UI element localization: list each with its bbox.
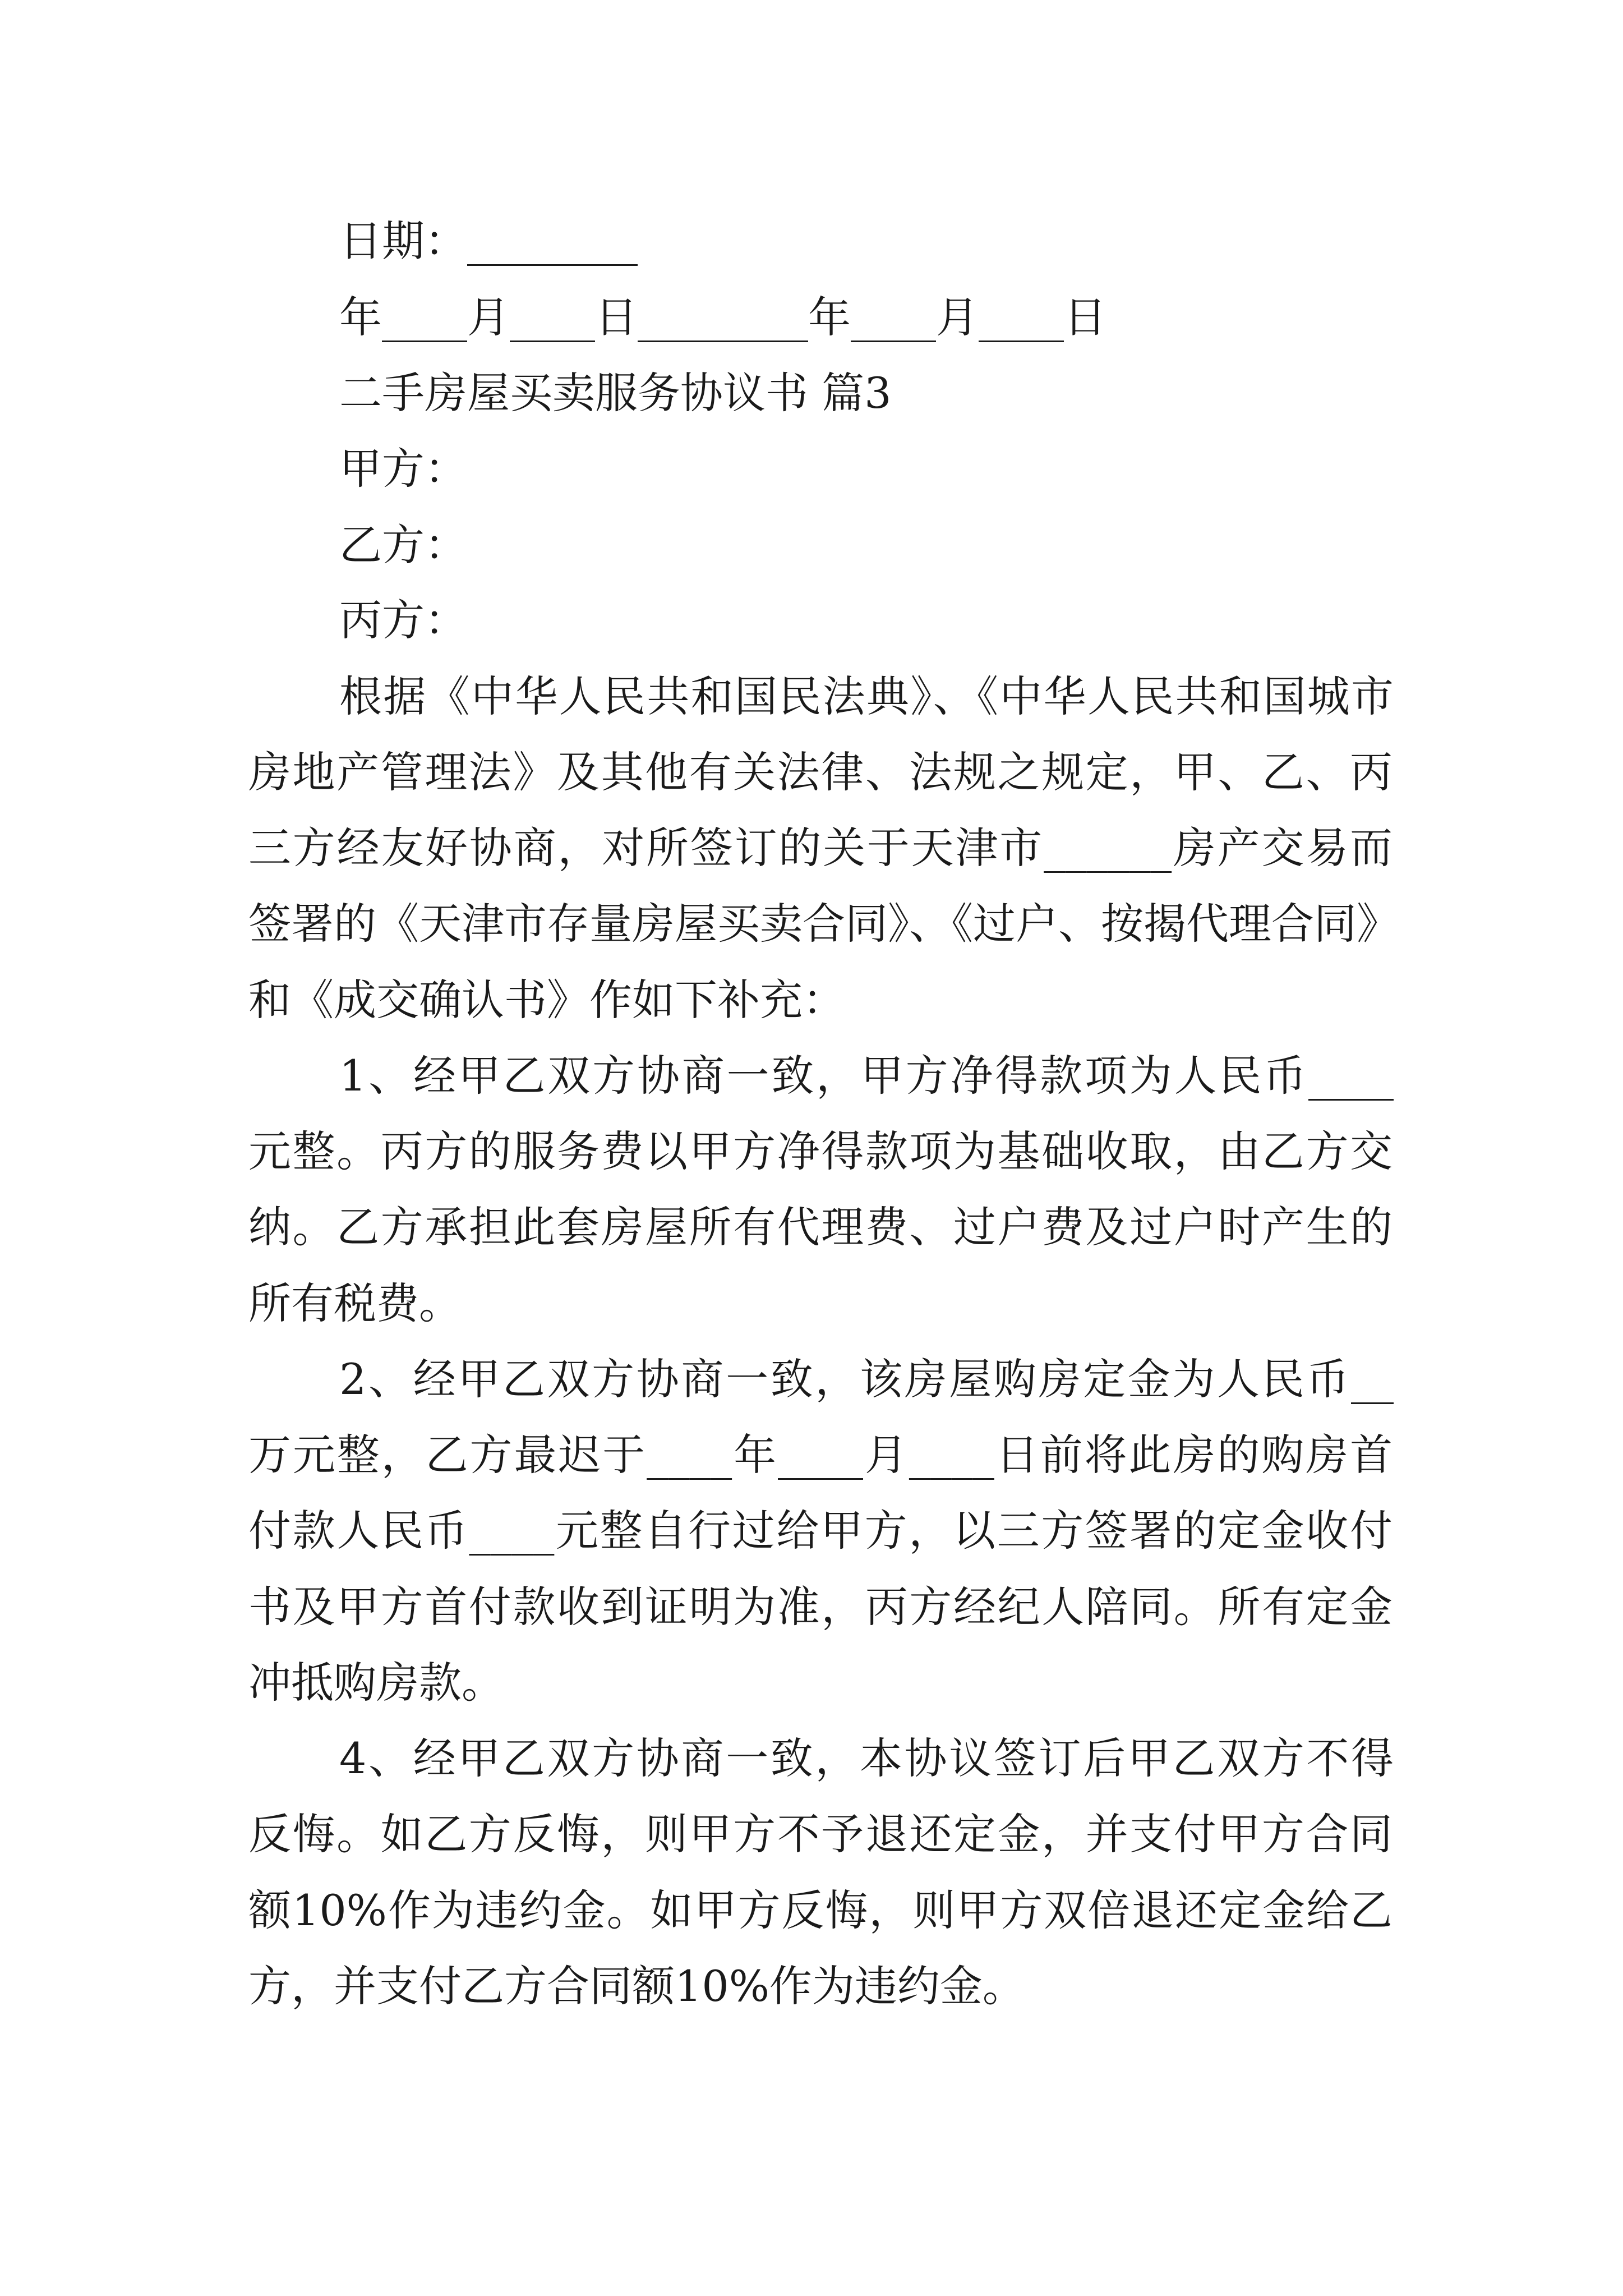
- clause-4-line-2: 反悔。如乙方反悔，则甲方不予退还定金，并支付甲方合同: [248, 1809, 1393, 1859]
- section-title: 二手房屋买卖服务协议书 篇3: [339, 368, 892, 418]
- intro-paragraph-line-2: 房地产管理法》及其他有关法律、法规之规定，甲、乙、丙: [248, 747, 1393, 797]
- intro-paragraph-line-1: 根据《中华人民共和国民法典》、《中华人民共和国城市: [339, 671, 1394, 721]
- clause-2-line-2: 万元整，乙方最迟于____年____月____日前将此房的购房首: [248, 1430, 1393, 1480]
- clause-1-line-2: 元整。丙方的服务费以甲方净得款项为基础收取，由乙方交: [248, 1126, 1393, 1176]
- date-blanks-line: 年____月____日________年____月____日: [339, 292, 1106, 342]
- clause-4-line-1: 4、经甲乙双方协商一致，本协议签订后甲乙双方不得: [339, 1733, 1394, 1783]
- intro-paragraph-line-5: 和《成交确认书》作如下补充：: [248, 975, 845, 1025]
- clause-1-line-1: 1、经甲乙双方协商一致，甲方净得款项为人民币____: [339, 1051, 1394, 1101]
- party-a-label: 甲方：: [339, 444, 467, 494]
- clause-2-line-1: 2、经甲乙双方协商一致，该房屋购房定金为人民币__: [339, 1354, 1394, 1404]
- intro-paragraph-line-4: 签署的《天津市存量房屋买卖合同》、《过户、按揭代理合同》: [248, 899, 1399, 949]
- intro-paragraph-line-3: 三方经友好协商，对所签订的关于天津市______房产交易而: [248, 823, 1393, 873]
- clause-4-line-3: 额10%作为违约金。如甲方反悔，则甲方双倍退还定金给乙: [248, 1885, 1393, 1935]
- clause-1-line-3: 纳。乙方承担此套房屋所有代理费、过户费及过户时产生的: [248, 1202, 1393, 1252]
- clause-2-line-5: 冲抵购房款。: [248, 1658, 504, 1708]
- party-b-label: 乙方：: [339, 520, 467, 570]
- clause-2-line-3: 付款人民币____元整自行过给甲方，以三方签署的定金收付: [248, 1506, 1393, 1556]
- clause-1-line-4: 所有税费。: [248, 1278, 462, 1328]
- date-line: 日期：________: [339, 216, 638, 266]
- clause-2-line-4: 书及甲方首付款收到证明为准，丙方经纪人陪同。所有定金: [248, 1582, 1393, 1632]
- party-c-label: 丙方：: [339, 595, 467, 645]
- clause-4-line-4: 方，并支付乙方合同额10%作为违约金。: [248, 1961, 1025, 2011]
